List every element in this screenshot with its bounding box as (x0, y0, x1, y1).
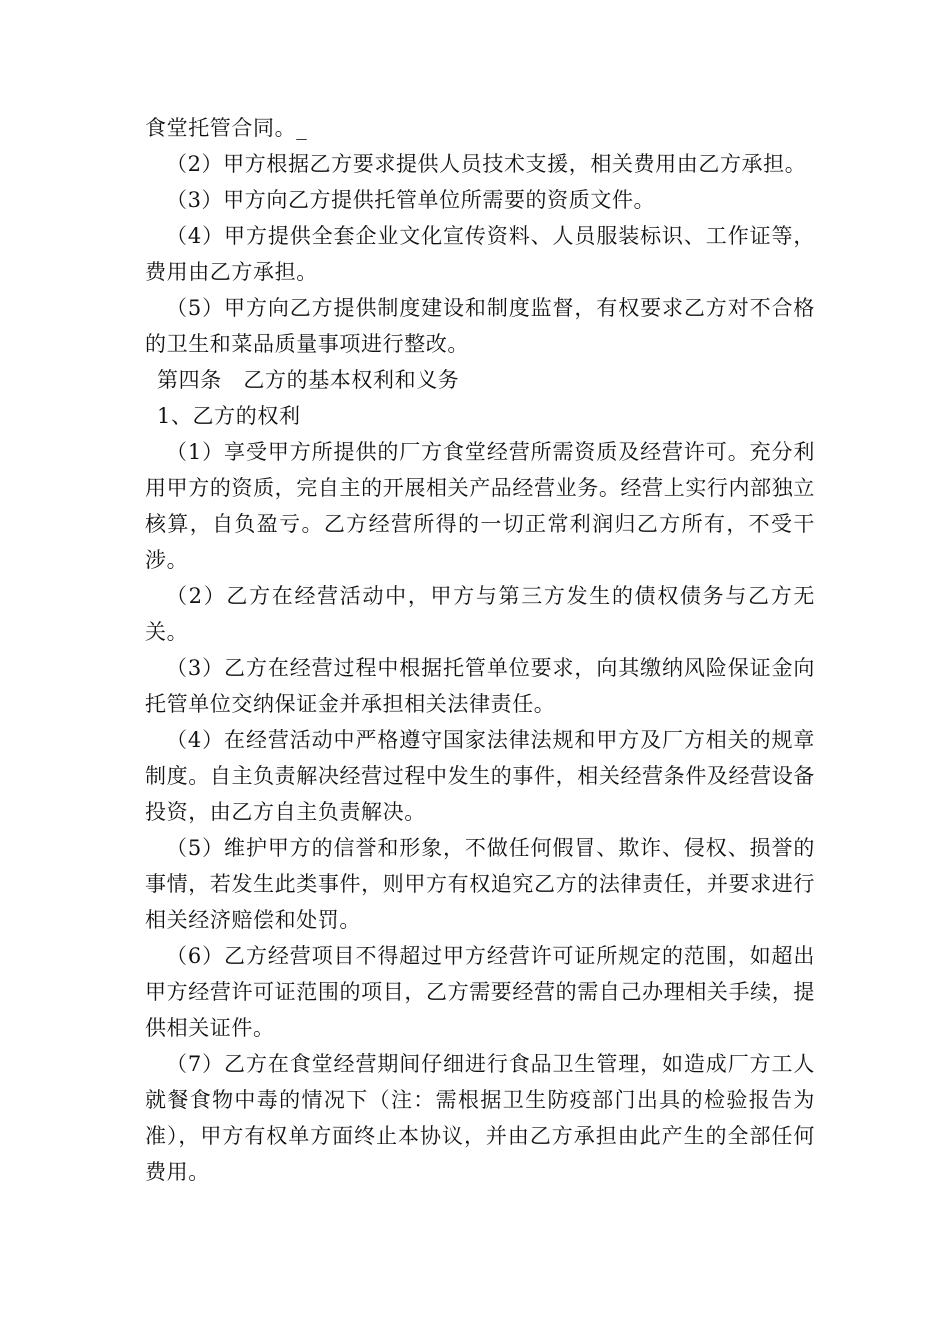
document-body (145, 110, 815, 1190)
paragraph-party-b-item-1: （1）享受甲方所提供的厂方食堂经营所需资质及经营许可。充分利用甲方的资质，完自主的开展相关产品经营业务。经营上实行内部独立核算，自负盈亏。乙方经营所得的一切正常利润归乙方所有，不受干涉。 (145, 440, 815, 572)
paragraph-party-b-item-6: （6）乙方经营项目不得超过甲方经营许可证所规定的范围，如超出甲方经营许可证范围的项目，乙方需要经营的需自己办理相关手续，提供相关证件。 (145, 944, 815, 1040)
paragraph-party-a-item-5: （5）甲方向乙方提供制度建设和制度监督，有权要求乙方对不合格的卫生和菜品质量事项进行整改。 (145, 296, 815, 356)
paragraph-party-a-item-2: （2）甲方根据乙方要求提供人员技术支援，相关费用由乙方承担。 (166, 152, 807, 176)
paragraph-party-a-item-4: （4）甲方提供全套企业文化宣传资料、人员服装标识、工作证等，费用由乙方承担。 (145, 224, 815, 284)
paragraph-party-b-item-4: （4）在经营活动中严格遵守国家法律法规和甲方及厂方相关的规章制度。自主负责解决经营过程中发生的事件，相关经营条件及经营设备投资，由乙方自主负责解决。 (145, 728, 815, 824)
party-b-rights-heading: 1、乙方的权利 (157, 404, 301, 428)
paragraph-party-b-item-3: （3）乙方在经营过程中根据托管单位要求，向其缴纳风险保证金向托管单位交纳保证金并承担相关法律责任。 (145, 656, 815, 716)
paragraph-contract-title-tail: 食堂托管合同。_ (145, 116, 308, 140)
paragraph-party-b-item-2: （2）乙方在经营活动中，甲方与第三方发生的债权债务与乙方无关。 (145, 584, 815, 644)
paragraph-party-a-item-3: （3）甲方向乙方提供托管单位所需要的资质文件。 (166, 188, 656, 212)
paragraph-party-b-item-7: （7）乙方在食堂经营期间仔细进行食品卫生管理，如造成厂方工人就餐食物中毒的情况下（注：需根据卫生防疫部门出具的检验报告为准），甲方有权单方面终止本协议，并由乙方承担由此产生的全部任何费用。 (145, 1052, 815, 1184)
article-four-heading: 第四条 乙方的基本权利和义务 (157, 368, 460, 392)
paragraph-party-b-item-5: （5）维护甲方的信誉和形象，不做任何假冒、欺诈、侵权、损誉的事情，若发生此类事件，则甲方有权追究乙方的法律责任，并要求进行相关经济赔偿和处罚。 (145, 836, 815, 932)
